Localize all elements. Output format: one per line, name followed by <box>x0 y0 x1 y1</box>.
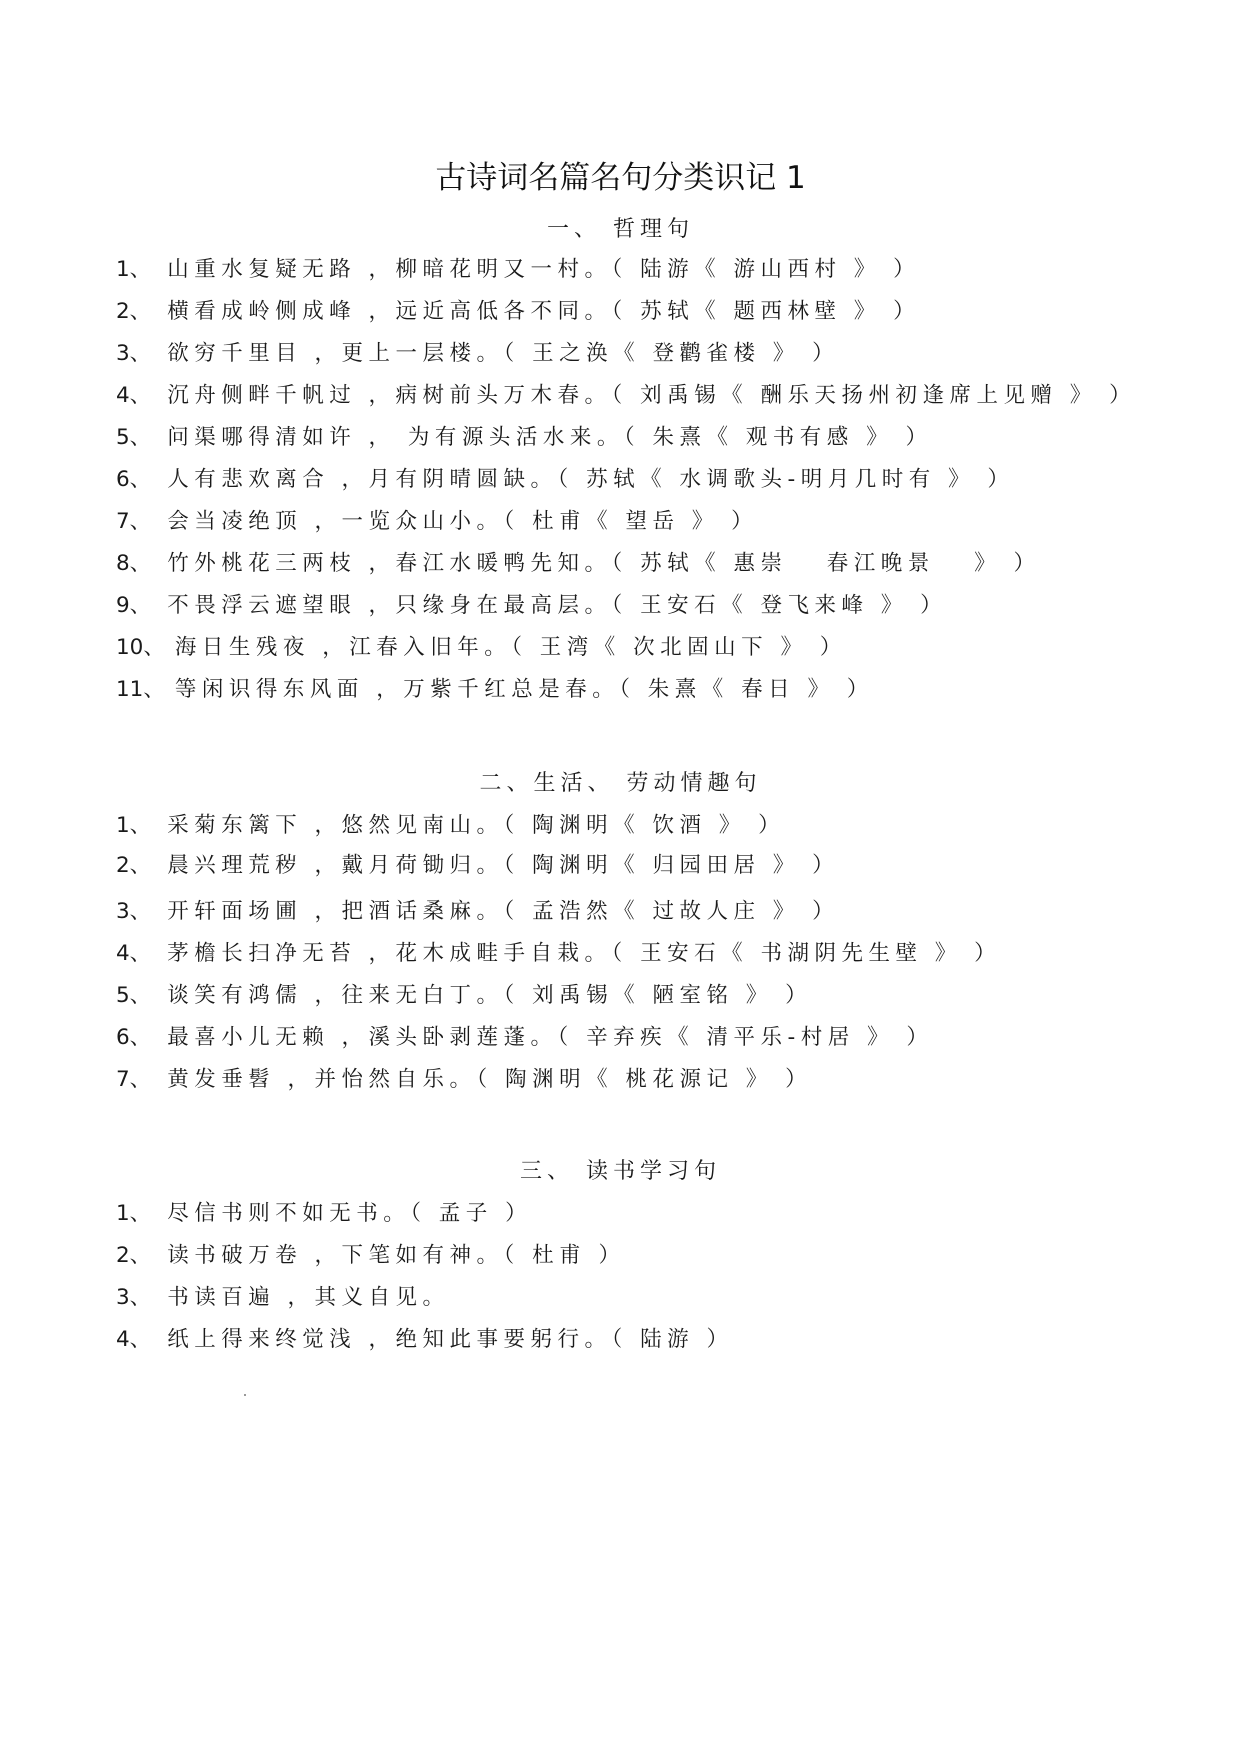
scan-speck <box>244 1394 246 1396</box>
list-item <box>116 340 839 368</box>
item-text: 沉舟侧畔千帆过 ，病树前头万木春。（ 刘禹锡《 酬乐天扬州初逢席上见赠 》 ） <box>167 383 1137 408</box>
item-number: 2、 <box>116 853 152 878</box>
item-text: 读书破万卷 ，下笔如有神。（ 杜甫 ） <box>167 1243 626 1268</box>
item-text: 海日生残夜 ，江春入旧年。（ 王湾《 次北固山下 》 ） <box>174 635 847 660</box>
list-item <box>116 382 1136 410</box>
document-title: 古诗词名篇名句分类识记 1 <box>435 160 806 196</box>
item-text: 竹外桃花三两枝 ，春江水暖鸭先知。（ 苏轼《 惠崇 春江晚景 》 ） <box>167 551 1041 576</box>
item-number: 1、 <box>116 257 152 282</box>
item-text: 开轩面场圃 ，把酒话桑麻。（ 孟浩然《 过故人庄 》 ） <box>167 899 840 924</box>
list-item <box>116 424 932 452</box>
item-number: 4、 <box>116 383 152 408</box>
list-item <box>116 298 920 326</box>
list-item <box>116 508 758 536</box>
item-text: 等闲识得东风面 ，万紫千红总是春。（ 朱熹《 春日 》 ） <box>174 677 874 702</box>
item-text: 山重水复疑无路 ，柳暗花明又一村。（ 陆游《 游山西村 》 ） <box>167 257 921 282</box>
item-text: 采菊东篱下 ，悠然见南山。（ 陶渊明《 饮酒 》 ） <box>167 813 786 838</box>
list-item <box>116 852 839 880</box>
item-number: 1、 <box>116 1201 152 1226</box>
item-number: 3、 <box>116 341 152 366</box>
item-number: 5、 <box>116 983 152 1008</box>
item-number: 8、 <box>116 551 152 576</box>
item-text: 人有悲欢离合 ，月有阴晴圆缺。（ 苏轼《 水调歌头-明月几时有 》 ） <box>167 467 1015 492</box>
list-item <box>116 466 1014 494</box>
item-number: 4、 <box>116 941 152 966</box>
item-number: 11、 <box>116 677 165 702</box>
item-text: 不畏浮云遮望眼 ，只缘身在最高层。（ 王安石《 登飞来峰 》 ） <box>167 593 948 618</box>
list-item <box>116 1326 733 1354</box>
item-number: 6、 <box>116 1025 152 1050</box>
item-number: 3、 <box>116 1285 152 1310</box>
item-number: 7、 <box>116 1067 152 1092</box>
list-item <box>116 812 785 840</box>
item-text: 晨兴理荒秽 ，戴月荷锄归。（ 陶渊明《 归园田居 》 ） <box>167 853 840 878</box>
list-item <box>116 982 812 1010</box>
list-item <box>116 592 947 620</box>
section-heading-life: 二、生活、 劳动情趣句 <box>479 771 762 796</box>
list-item <box>116 1024 933 1052</box>
item-text: 纸上得来终觉浅 ，绝知此事要躬行。（ 陆游 ） <box>167 1327 734 1352</box>
item-number: 5、 <box>116 425 152 450</box>
list-item <box>116 256 920 284</box>
section-heading-study: 三、 读书学习句 <box>520 1159 721 1184</box>
item-number: 3、 <box>116 899 152 924</box>
item-number: 2、 <box>116 1243 152 1268</box>
item-number: 2、 <box>116 299 152 324</box>
item-text: 横看成岭侧成峰 ，远近高低各不同。（ 苏轼《 题西林壁 》 ） <box>167 299 921 324</box>
item-text: 最喜小儿无赖 ，溪头卧剥莲蓬。（ 辛弃疾《 清平乐-村居 》 ） <box>167 1025 934 1050</box>
list-item <box>116 1242 625 1270</box>
item-text: 问渠哪得清如许 ， 为有源头活水来。（ 朱熹《 观书有感 》 ） <box>167 425 933 450</box>
section-heading-philosophy: 一、 哲理句 <box>547 217 694 242</box>
list-item <box>116 634 847 662</box>
item-text: 欲穷千里目 ，更上一层楼。（ 王之涣《 登鹳雀楼 》 ） <box>167 341 840 366</box>
item-number: 1、 <box>116 813 152 838</box>
item-number: 7、 <box>116 509 152 534</box>
item-text: 尽信书则不如无书。（ 孟子 ） <box>167 1201 533 1226</box>
item-text: 茅檐长扫净无苔 ，花木成畦手自栽。（ 王安石《 书湖阴先生壁 》 ） <box>167 941 1002 966</box>
item-text: 谈笑有鸿儒 ，往来无白丁。（ 刘禹锡《 陋室铭 》 ） <box>167 983 813 1008</box>
item-text: 黄发垂髫 ，并怡然自乐。（ 陶渊明《 桃花源记 》 ） <box>167 1067 813 1092</box>
item-number: 10、 <box>116 635 165 660</box>
list-item <box>116 676 874 704</box>
list-item <box>116 940 1001 968</box>
list-item <box>116 1284 450 1312</box>
item-text: 会当凌绝顶 ，一览众山小。（ 杜甫《 望岳 》 ） <box>167 509 759 534</box>
item-number: 9、 <box>116 593 152 618</box>
list-item <box>116 1066 812 1094</box>
item-number: 4、 <box>116 1327 152 1352</box>
list-item <box>116 1200 532 1228</box>
list-item <box>116 898 839 926</box>
list-item <box>116 550 1040 578</box>
item-number: 6、 <box>116 467 152 492</box>
item-text: 书读百遍 ，其义自见。 <box>167 1285 450 1310</box>
